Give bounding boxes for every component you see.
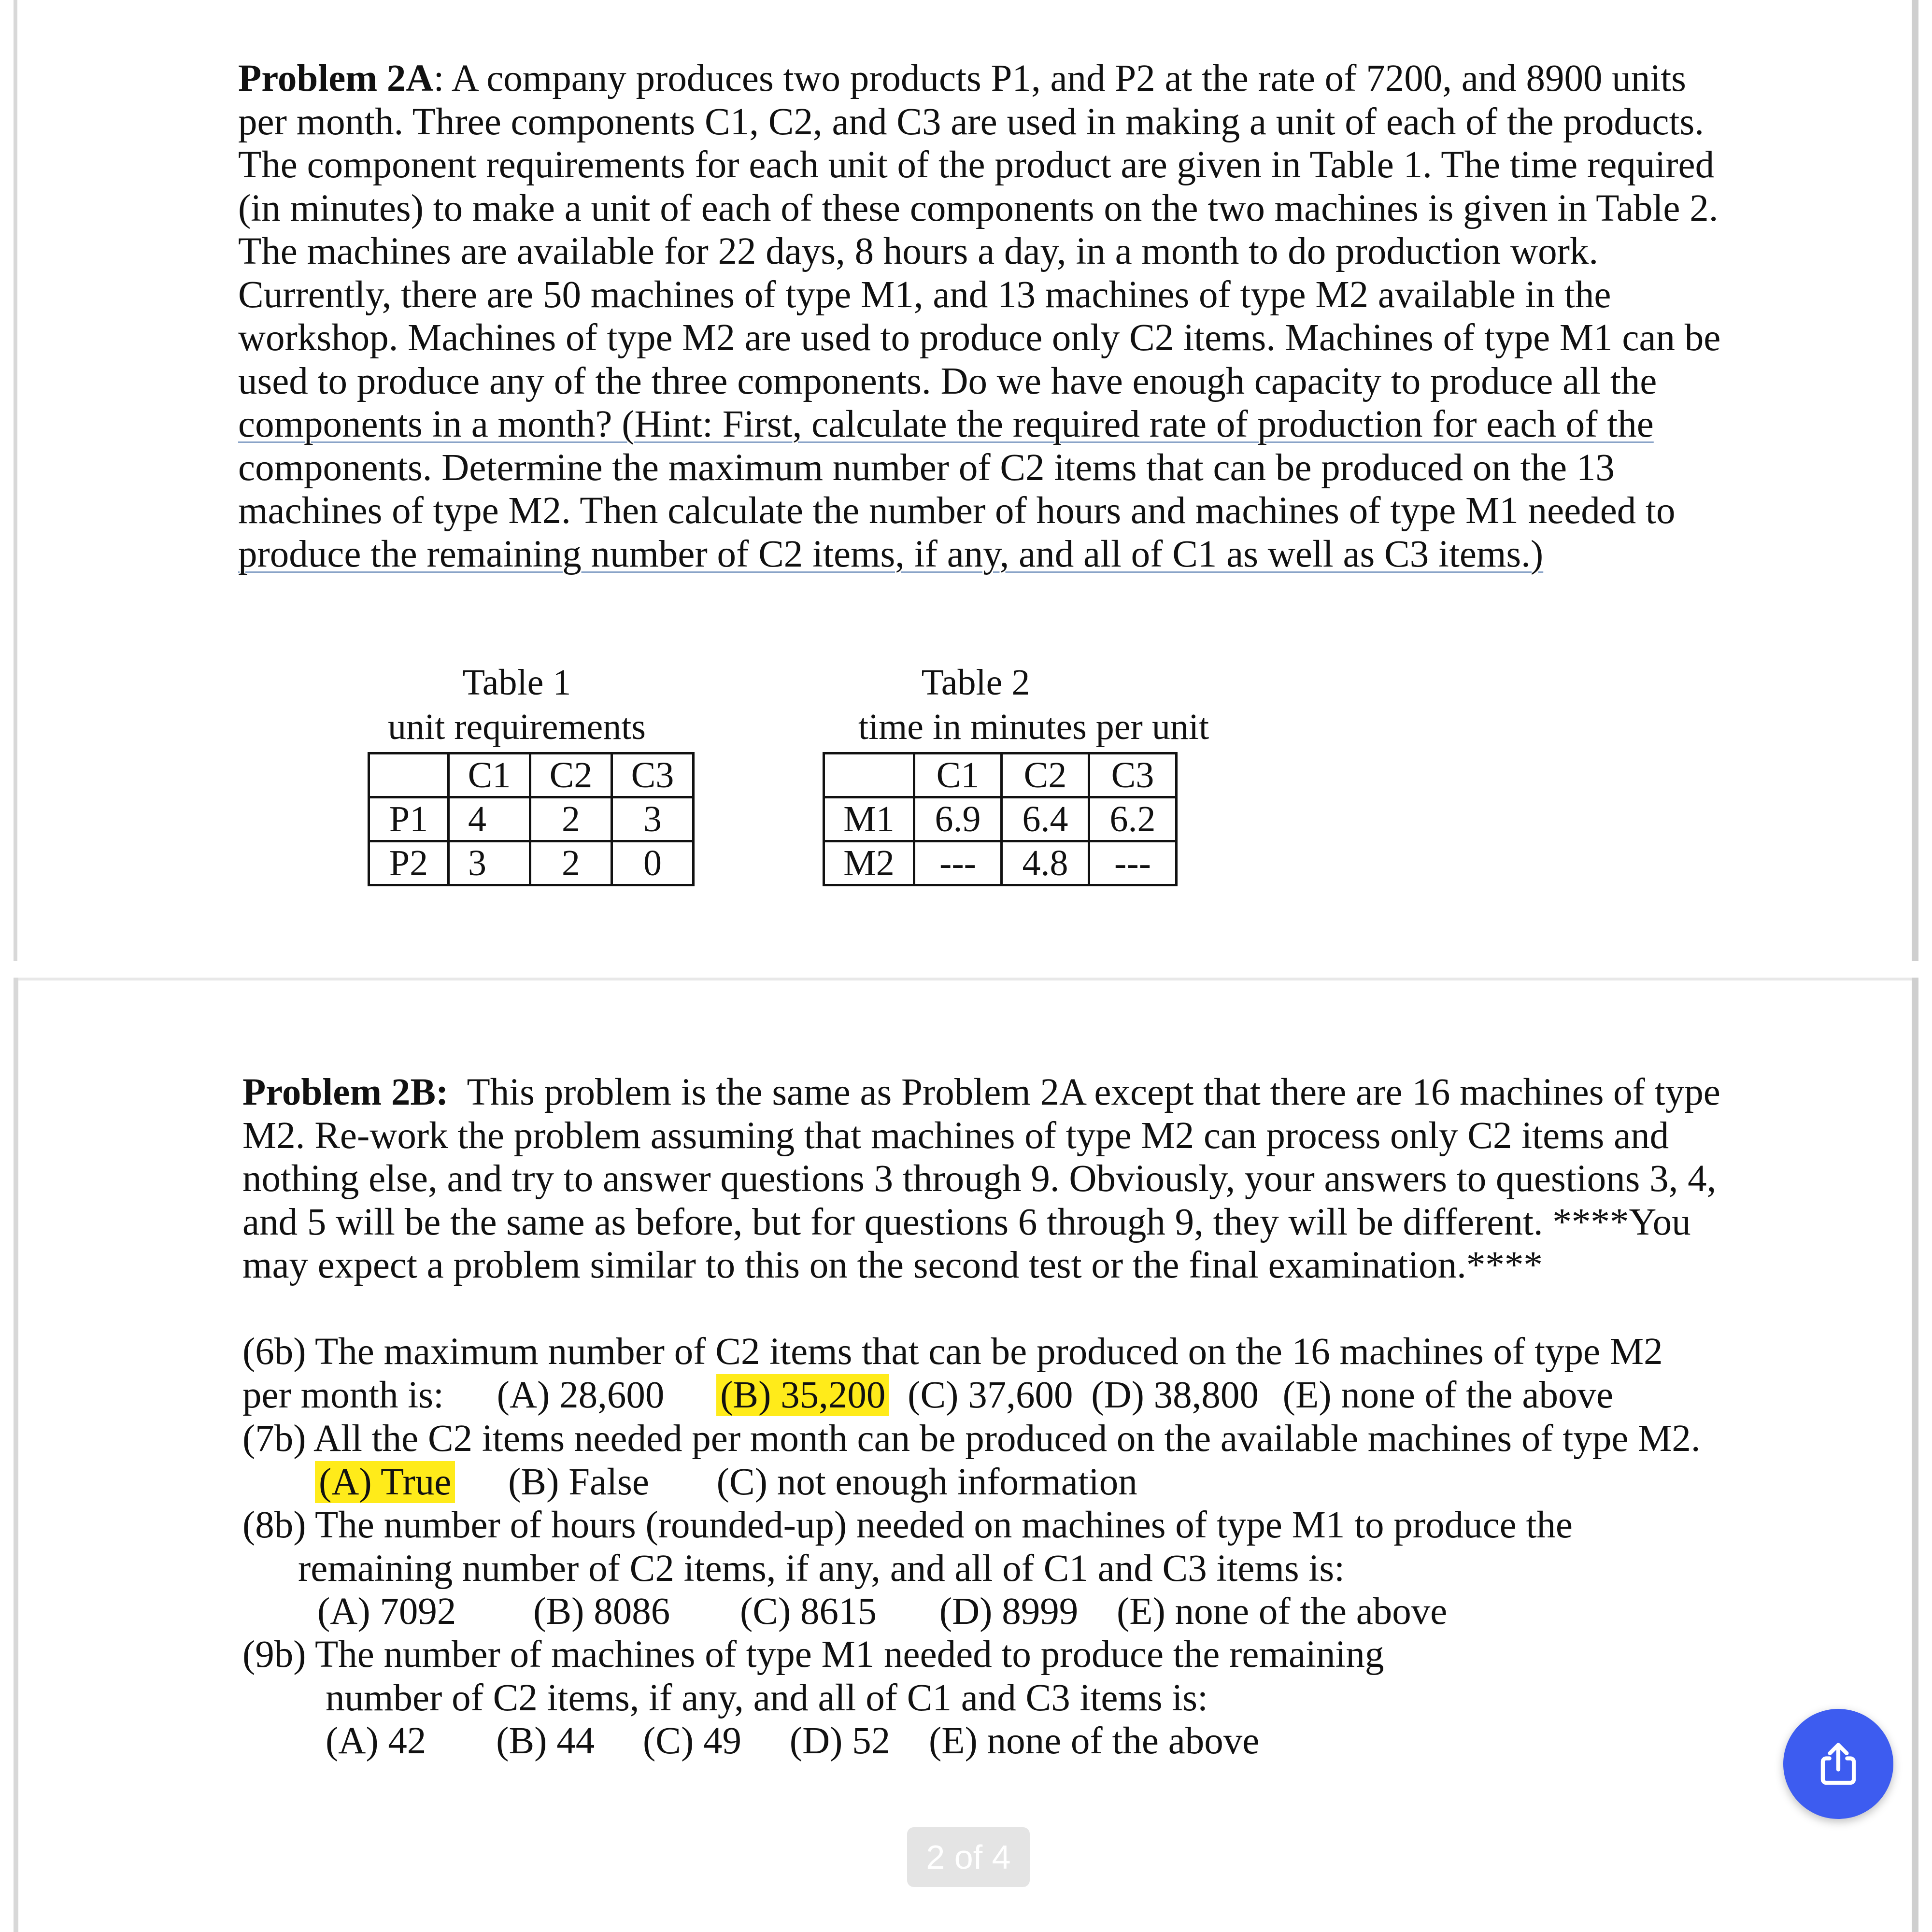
table-1-header-cell: C3	[612, 753, 694, 797]
table-2-header-cell: C1	[914, 753, 1002, 797]
problem-2b-line-5: may expect a problem similar to this on the second test or the final examination.****	[242, 1244, 1543, 1286]
page-indicator: 2 of 4	[907, 1827, 1030, 1887]
table-1-cell: 0	[612, 841, 694, 885]
problem-2a-title: Problem 2A	[238, 57, 434, 99]
table-1-subcaption: unit requirements	[388, 707, 646, 747]
question-9b-options	[242, 1719, 1384, 1763]
problem-2a-hint-line-1: components in a month? (Hint: First, calculate the required rate of production for each of the	[238, 403, 1654, 445]
problem-2a-hint-line-2: components. Determine the maximum number of C2 items that can be produced on the 13	[238, 446, 1615, 489]
question-8b	[242, 1504, 1573, 1634]
question-8b-stem: (8b) The number of hours (rounded-up) needed on machines of type M1 to produce the	[242, 1504, 1573, 1546]
table-1-cell: 3	[612, 797, 694, 841]
table-2-cell: 6.2	[1089, 797, 1177, 841]
problem-2a-line-1: Problem 2A: A company produces two products P1, and P2 at the rate of 7200, and 8900 units	[238, 57, 1686, 99]
question-6b-options	[242, 1374, 1663, 1417]
table-2-header-cell: C3	[1089, 753, 1177, 797]
question-7b	[242, 1417, 1701, 1504]
page-2-right-edge	[1912, 978, 1918, 1932]
table-2-header-cell: C2	[1002, 753, 1089, 797]
option-8b-b[interactable]: (B) 8086	[533, 1591, 670, 1633]
question-8b-options	[242, 1590, 1573, 1634]
option-8b-e[interactable]: (E) none of the above	[1116, 1591, 1448, 1633]
problem-2b-line-3: nothing else, and try to answer questions 3 through 9. Obviously, your answers to questions 3, 4,	[242, 1158, 1717, 1200]
table-2-cell: 6.4	[1002, 797, 1089, 841]
table-1-cell: 4	[449, 797, 530, 841]
option-7b-a-highlighted[interactable]: (A) True	[315, 1461, 455, 1503]
problem-2a-line-5: The machines are available for 22 days, 8 hours a day, in a month to do production work.	[238, 230, 1599, 272]
table-1-cell: 2	[530, 841, 612, 885]
problem-2a-line-7: workshop. Machines of type M2 are used to produce only C2 items. Machines of type M1 can be	[238, 317, 1721, 359]
table-1-header-cell: C2	[530, 753, 612, 797]
question-6b-stem: (6b) The maximum number of C2 items that can be produced on the 16 machines of type M2	[242, 1331, 1663, 1373]
option-9b-e[interactable]: (E) none of the above	[928, 1720, 1260, 1762]
option-8b-a[interactable]: (A) 7092	[317, 1591, 456, 1633]
table-1-cell: 2	[530, 797, 612, 841]
share-button[interactable]	[1783, 1709, 1893, 1819]
table-1-corner	[369, 753, 449, 797]
table-1-row-label: P1	[369, 797, 449, 841]
option-9b-c[interactable]: (C) 49	[642, 1720, 742, 1762]
option-7b-b[interactable]: (B) False	[508, 1461, 649, 1503]
problem-2a-line-8: used to produce any of the three components. Do we have enough capacity to produce all the	[238, 360, 1657, 402]
question-9b-stem-2: number of C2 items, if any, and all of C1 and C3 items is:	[326, 1676, 1208, 1719]
option-6b-e[interactable]: (E) none of the above	[1282, 1374, 1614, 1416]
problem-2a-line-2: per month. Three components C1, C2, and C3 are used in making a unit of each of the products.	[238, 100, 1704, 143]
page-2-left-edge	[14, 978, 18, 1932]
problem-2a-hint-line-3: machines of type M2. Then calculate the number of hours and machines of type M1 needed to	[238, 490, 1676, 532]
table-2-subcaption: time in minutes per unit	[858, 707, 1209, 747]
table-2-row	[824, 797, 1177, 841]
page-2-top-edge	[17, 978, 1916, 980]
table-1-header-cell: C1	[449, 753, 530, 797]
page-gap	[0, 961, 1932, 978]
table-1	[368, 752, 695, 886]
table-2-row-label: M2	[824, 841, 914, 885]
table-2-corner	[824, 753, 914, 797]
table-1-row-label: P2	[369, 841, 449, 885]
option-8b-c[interactable]: (C) 8615	[739, 1591, 877, 1633]
option-8b-d[interactable]: (D) 8999	[939, 1591, 1079, 1633]
table-2	[823, 752, 1178, 886]
option-6b-d[interactable]: (D) 38,800	[1091, 1374, 1259, 1416]
option-9b-b[interactable]: (B) 44	[496, 1720, 595, 1762]
option-6b-c[interactable]: (C) 37,600	[908, 1374, 1073, 1416]
question-7b-stem: (7b) All the C2 items needed per month can be produced on the available machines of type M2.	[242, 1418, 1701, 1460]
problem-2a-line-3: The component requirements for each unit of the product are given in Table 1. The time required	[238, 144, 1715, 186]
table-2-cell: 6.9	[914, 797, 1002, 841]
table-1-header-row	[369, 753, 694, 797]
problem-2a-line-6: Currently, there are 50 machines of type M1, and 13 machines of type M2 available in the	[238, 273, 1611, 316]
question-8b-stem-2: remaining number of C2 items, if any, and all of C1 and C3 items is:	[298, 1547, 1345, 1590]
problem-2b-text	[242, 1071, 1720, 1287]
table-2-row-label: M1	[824, 797, 914, 841]
table-1-caption: Table 1	[462, 662, 571, 703]
option-6b-a[interactable]: (A) 28,600	[497, 1374, 665, 1416]
table-1-cell: 3	[449, 841, 530, 885]
page-1-left-edge	[14, 0, 17, 961]
share-icon	[1812, 1737, 1865, 1790]
table-2-header-row	[824, 753, 1177, 797]
table-2-cell: ---	[914, 841, 1002, 885]
question-9b-stem: (9b) The number of machines of type M1 needed to produce the remaining	[242, 1634, 1384, 1676]
problem-2a-hint-line-4: produce the remaining number of C2 items, if any, and all of C1 as well as C3 items.)	[238, 533, 1544, 575]
option-7b-c[interactable]: (C) not enough information	[716, 1461, 1137, 1503]
problem-2a-text	[238, 57, 1721, 576]
problem-2a-line-4: (in minutes) to make a unit of each of these components on the two machines is given in Table 2.	[238, 187, 1719, 229]
table-2-caption: Table 2	[921, 662, 1030, 703]
page-1-right-edge	[1912, 0, 1918, 961]
problem-2b-line-2: M2. Re-work the problem assuming that machines of type M2 can process only C2 items and	[242, 1114, 1669, 1157]
table-2-cell: 4.8	[1002, 841, 1089, 885]
question-9b	[242, 1633, 1384, 1763]
question-7b-options	[242, 1461, 1701, 1504]
problem-2b-line-1: Problem 2B: This problem is the same as Problem 2A except that there are 16 machines of type	[242, 1071, 1720, 1113]
problem-2b-title: Problem 2B:	[242, 1071, 449, 1113]
problem-2b-line-4: and 5 will be the same as before, but for questions 6 through 9, they will be different. ****You	[242, 1201, 1691, 1243]
table-1-row	[369, 841, 694, 885]
option-9b-d[interactable]: (D) 52	[789, 1720, 891, 1762]
table-2-cell: ---	[1089, 841, 1177, 885]
option-6b-b-highlighted[interactable]: (B) 35,200	[716, 1374, 889, 1416]
question-6b-prefix: per month is:	[242, 1374, 444, 1416]
table-1-row	[369, 797, 694, 841]
table-2-row	[824, 841, 1177, 885]
question-6b	[242, 1330, 1663, 1417]
option-9b-a[interactable]: (A) 42	[326, 1720, 426, 1762]
